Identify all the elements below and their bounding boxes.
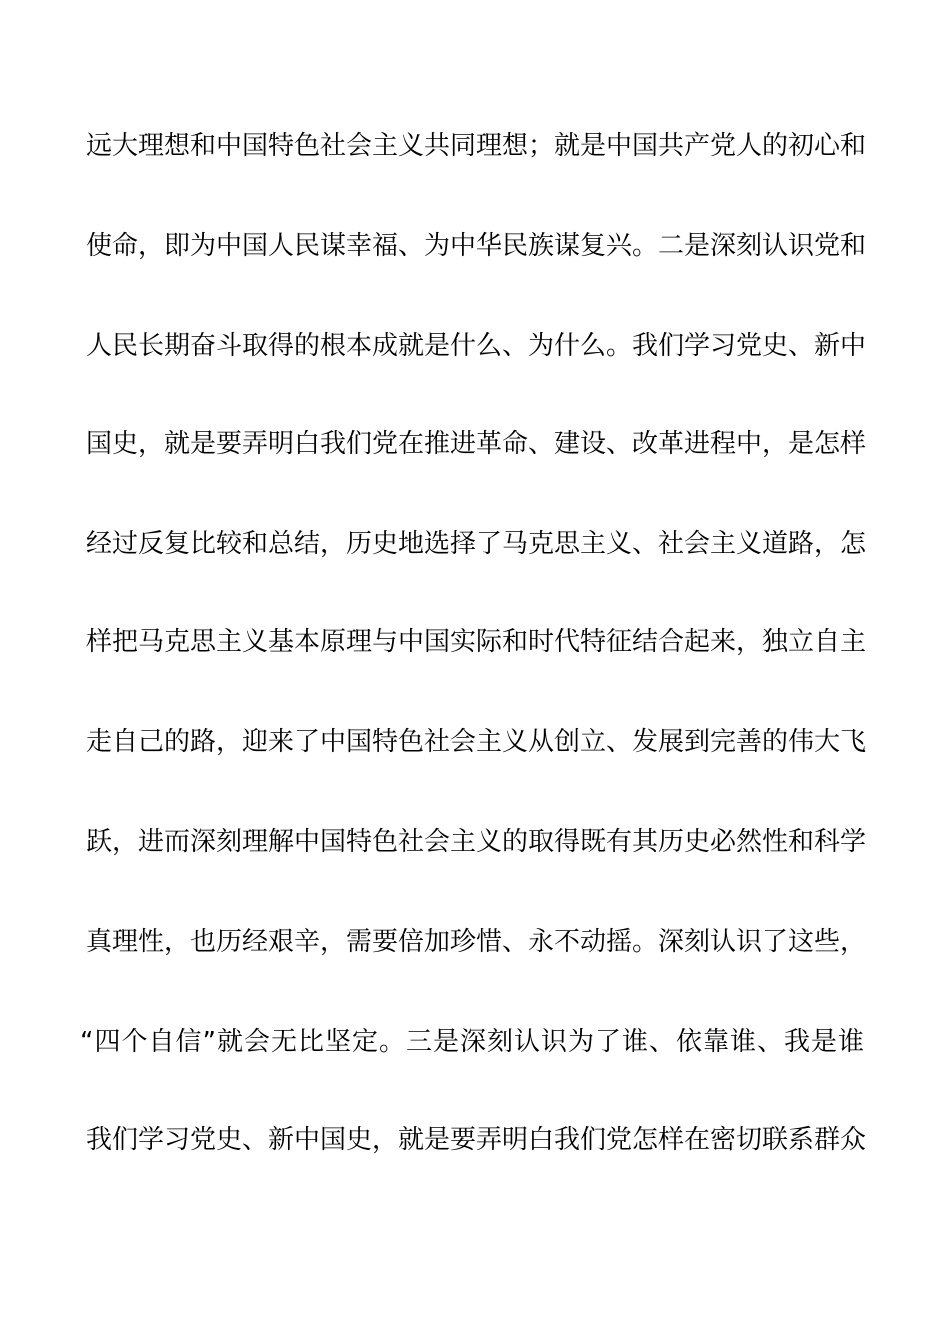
body-text-line: 使命，即为中国人民谋幸福、为中华民族谋复兴。二是深刻认识党和 [86, 231, 867, 261]
body-text-line: 远大理想和中国特色社会主义共同理想；就是中国共产党人的初心和 [86, 131, 867, 161]
body-text-line: 我们学习党史、新中国史，就是要弄明白我们党怎样在密切联系群众 [86, 1125, 867, 1155]
body-text-line: 跃，进而深刻理解中国特色社会主义的取得既有其历史必然性和科学 [86, 827, 867, 857]
body-text-line: 真理性，也历经艰辛，需要倍加珍惜、永不动摇。深刻认识了这些， [86, 927, 867, 957]
body-text-line: 走自己的路，迎来了中国特色社会主义从创立、发展到完善的伟大飞 [86, 727, 867, 757]
body-text-line: 经过反复比较和总结，历史地选择了马克思主义、社会主义道路，怎 [86, 529, 867, 559]
body-text-line: 国史，就是要弄明白我们党在推进革命、建设、改革进程中，是怎样 [86, 429, 867, 459]
body-text-line: 样把马克思主义基本原理与中国实际和时代特征结合起来，独立自主 [86, 627, 867, 657]
body-text-line: “四个自信”就会无比坚定。三是深刻认识为了谁、依靠谁、我是谁 [80, 1027, 864, 1057]
body-text-line: 人民长期奋斗取得的根本成就是什么、为什么。我们学习党史、新中 [86, 331, 867, 361]
